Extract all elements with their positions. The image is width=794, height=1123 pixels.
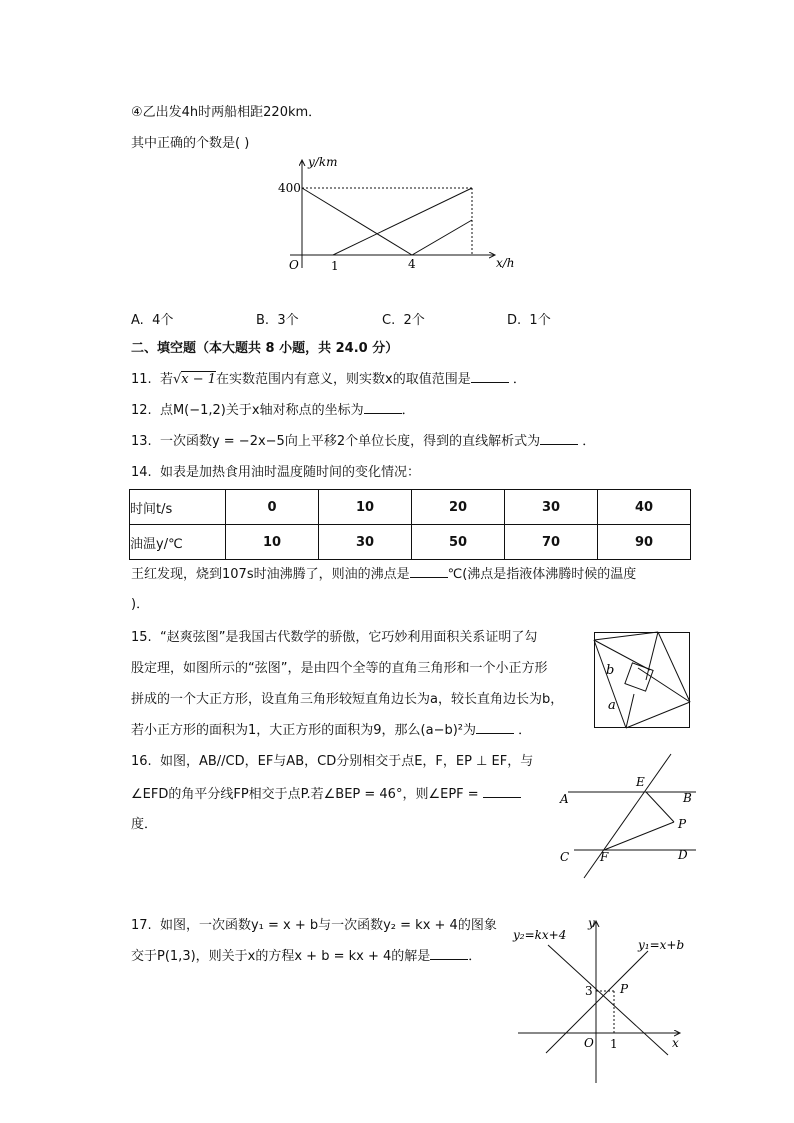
table-cell: 30 (319, 525, 412, 560)
choice-d[interactable]: D. 1个 (507, 313, 551, 328)
q10-prompt: 其中正确的个数是( ) (131, 136, 250, 151)
q10-statement-4: ④乙出发4h时两船相距220km． (131, 105, 322, 120)
table-row (130, 525, 691, 560)
graph-line-jia (302, 188, 412, 255)
q13: 13. 一次函数y = −2x−5向上平移2个单位长度，得到的直线解析式为 ． (131, 434, 596, 449)
label-P: P (620, 982, 629, 996)
q14: 14. 如表是加热食用油时温度随时间的变化情况： (131, 465, 420, 480)
q15-line2: 股定理，如图所示的“弦图”，是由四个全等的直角三角形和一个小正方形 (131, 661, 548, 676)
graph-x-tick-1: 1 (331, 259, 339, 273)
q15-line4: 若小正方形的面积为1，大正方形的面积为9，那么(a−b)²为 ． (131, 723, 532, 738)
q15-answer-blank[interactable] (476, 721, 514, 734)
graph-x-label: x/h (496, 256, 515, 270)
table-cell: 30 (505, 490, 598, 525)
q15-line1: 15. “赵爽弦图”是我国古代数学的骄傲，它巧妙利用面积关系证明了勾 (131, 630, 538, 645)
choice-b[interactable]: B. 3个 (256, 313, 299, 328)
label-O: O (584, 1036, 594, 1050)
table-header-time: 时间t/s (130, 490, 226, 525)
q15-line3: 拼成的一个大正方形，设直角三角形较短直角边长为a，较长直角边长为b， (131, 692, 564, 707)
q13-answer-blank[interactable] (540, 432, 578, 445)
parallel-lines-diagram (556, 750, 706, 880)
graph-y-label: y/km (308, 155, 338, 169)
table-cell: 70 (505, 525, 598, 560)
table-cell: 40 (598, 490, 691, 525)
table-cell: 10 (226, 525, 319, 560)
q12-answer-blank[interactable] (364, 401, 402, 414)
q16-line3: 度． (131, 817, 158, 832)
table-row (130, 490, 691, 525)
table-cell: 0 (226, 490, 319, 525)
label-D: D (678, 848, 688, 862)
q16-line1: 16. 如图，AB//CD，EF与AB，CD分别相交于点E，F，EP ⊥ EF，与 (131, 754, 534, 769)
table-cell: 20 (412, 490, 505, 525)
choice-c[interactable]: C. 2个 (382, 313, 425, 328)
label-b: b (606, 663, 615, 678)
graph-y-tick: 400 (278, 181, 301, 195)
line-y2 (548, 945, 668, 1055)
line-y1 (546, 951, 648, 1053)
zhao-shuang-diagram (594, 632, 690, 728)
label-P: P (678, 817, 687, 831)
choice-a[interactable]: A. 4个 (131, 313, 174, 328)
label-a: a (608, 698, 616, 713)
q14-followup: 王红发现，烧到107s时油沸腾了，则油的沸点是 ℃(沸点是指液体沸腾时候的温度 (131, 567, 637, 582)
graph-line-yi (333, 188, 472, 255)
q12: 12. 点M(−1,2)关于x轴对称点的坐标为 ． (131, 403, 415, 418)
linear-functions-graph (508, 915, 698, 1090)
label-3: 3 (585, 984, 593, 998)
label-C: C (560, 850, 570, 864)
label-F: F (600, 850, 609, 864)
q16-answer-blank[interactable] (483, 785, 521, 798)
graph-x-tick-4: 4 (408, 257, 416, 271)
q11: 11. 若√x − 1在实数范围内有意义，则实数x的取值范围是 ． (131, 372, 526, 387)
q14-answer-blank[interactable] (410, 565, 448, 578)
table-cell: 10 (319, 490, 412, 525)
graph-origin: O (289, 258, 299, 272)
table-cell: 90 (598, 525, 691, 560)
label-x: x (672, 1036, 679, 1050)
q17-answer-blank[interactable] (430, 947, 468, 960)
graph-line-distance (412, 220, 472, 255)
label-B: B (683, 791, 692, 805)
section-title: 二、填空题（本大题共 8 小题，共 24.0 分） (131, 341, 399, 356)
q14-table (129, 489, 691, 560)
q17-line1: 17. 如图，一次函数y₁ = x + b与一次函数y₂ = kx + 4的图象 (131, 918, 497, 933)
label-y1: y₁=x+b (638, 938, 685, 952)
table-header-temp: 油温y/℃ (130, 525, 226, 560)
q11-answer-blank[interactable] (471, 370, 509, 383)
label-y2: y₂=kx+4 (513, 928, 567, 942)
label-y: y (588, 916, 595, 930)
table-cell: 50 (412, 525, 505, 560)
q10-distance-time-graph (270, 150, 530, 280)
radicand: x − 1 (181, 372, 217, 387)
label-E: E (636, 775, 645, 789)
label-1: 1 (610, 1037, 618, 1051)
label-A: A (560, 792, 569, 806)
q14-followup-end: )． (131, 597, 150, 612)
q16-line2: ∠EFD的角平分线FP相交于点P.若∠BEP = 46°，则∠EPF = (131, 785, 521, 805)
q17-line2: 交于P(1,3)，则关于x的方程x + b = kx + 4的解是 ． (131, 949, 482, 964)
sqrt-symbol: √ (172, 372, 182, 387)
